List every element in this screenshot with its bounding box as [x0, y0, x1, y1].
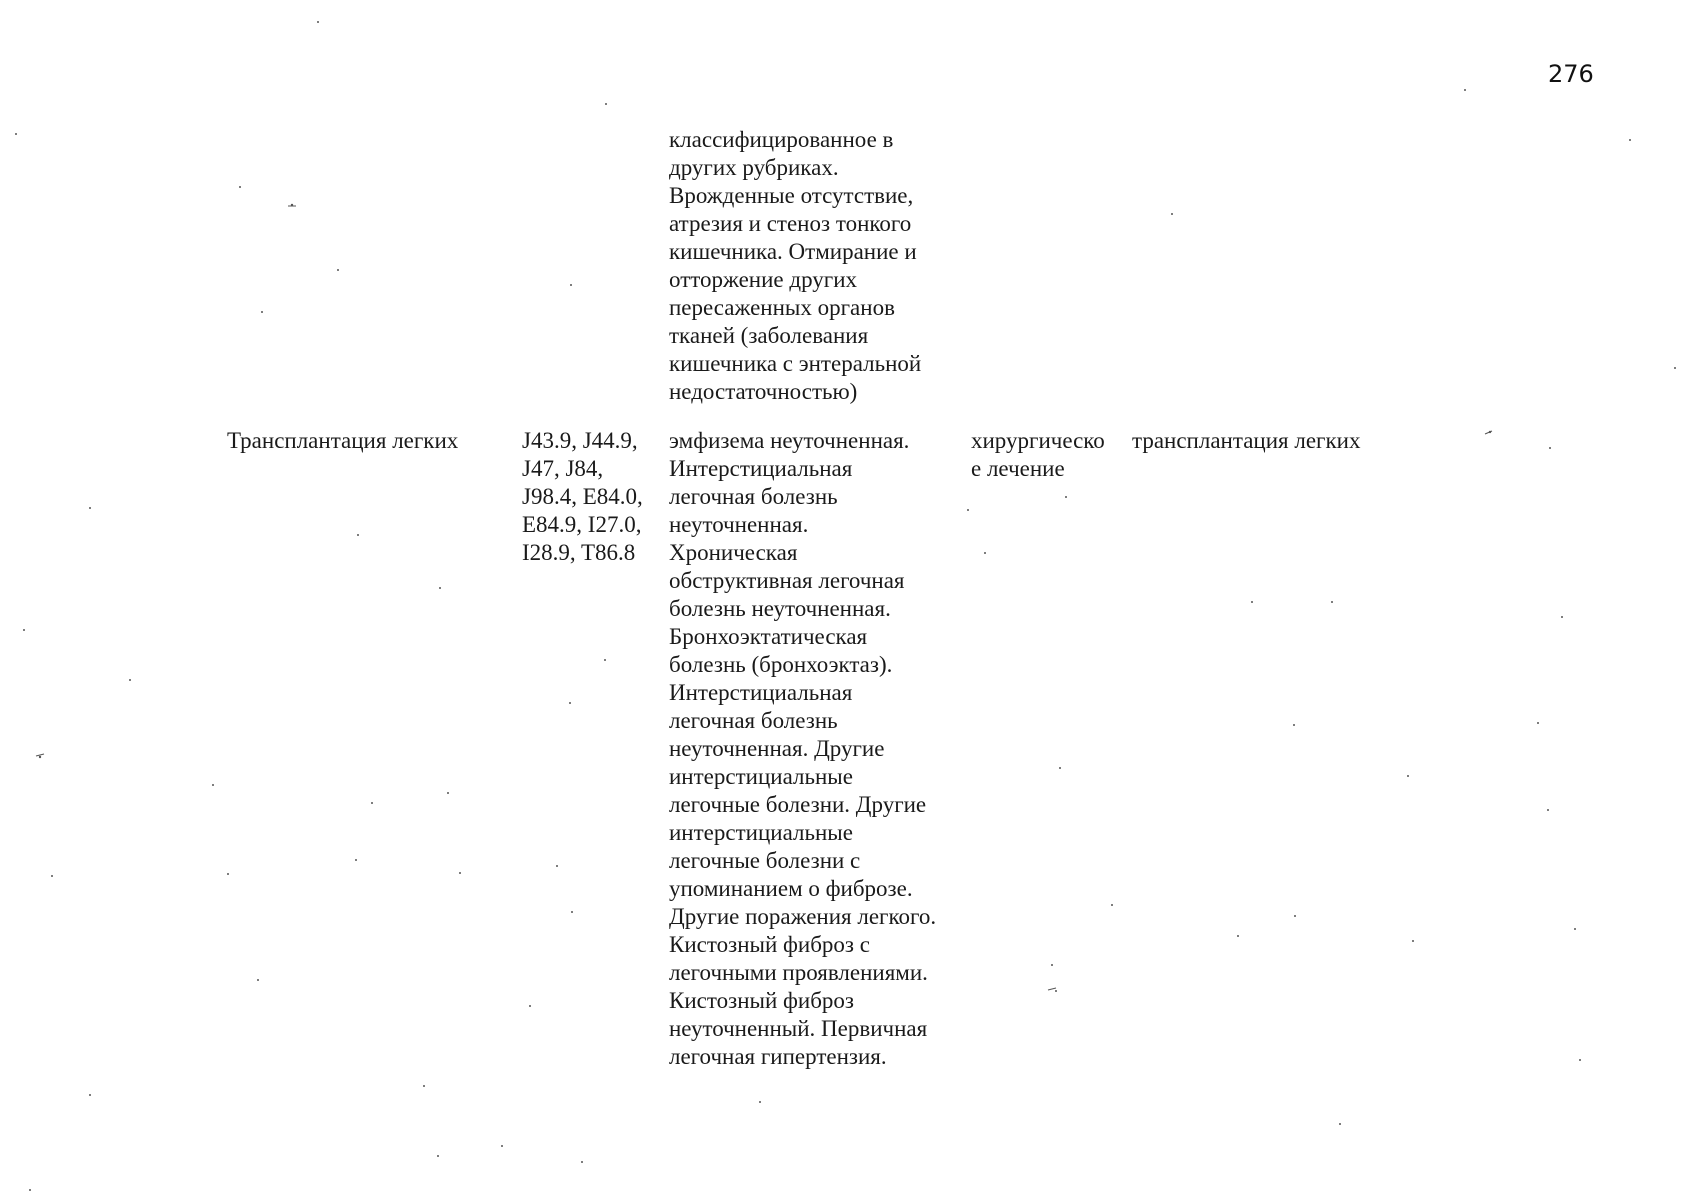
continued-diagnosis-cell: классифицированное в других рубриках. Врожденные отсутствие, атрезия и стеноз тонкого кишечника. Отмирание и отторжение других пересаженных органов тканей (заболевания кишечника с энтеральной недостаточностью) [669, 127, 922, 404]
diagnosis-cell: эмфизема неуточненная. Интерстициальная легочная болезнь неуточненная. Хроническая обструктивная легочная болезнь неуточненная. Бронхоэктатическая болезнь (бронхоэктаз). Интерстициальная легочная болезнь неуточненная. Другие интерстициальные легочные болезни. Другие интерстициальные легочные болезни с упоминанием о фиброзе. Другие поражения легкого. Кистозный фиброз с легочными проявлениями. Кистозный фиброз неуточненный. Первичная легочная гипертензия. [669, 428, 937, 1069]
treatment-type-cell: хирургическо е лечение [971, 428, 1105, 481]
page-number: 276 [1548, 60, 1594, 88]
treatment-method-cell: трансплантация легких [1132, 428, 1361, 453]
icd-codes-cell: J43.9, J44.9, J47, J84, J98.4, E84.0, E84.9, I27.0, I28.9, T86.8 [522, 428, 643, 565]
treatment-name-cell: Трансплантация легких [227, 428, 459, 453]
